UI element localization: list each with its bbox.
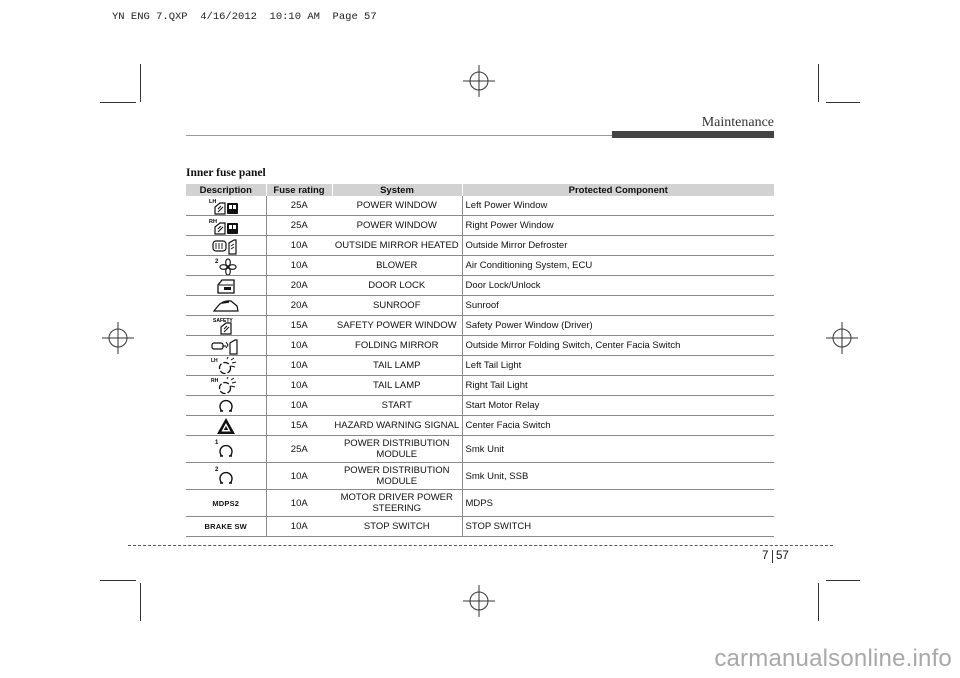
crop-mark — [140, 64, 141, 102]
symbol-label: RH — [210, 377, 218, 384]
description-cell — [186, 236, 266, 256]
fuse-rating: 10A — [266, 517, 332, 537]
protected-component: Outside Mirror Folding Switch, Center Facia Switch — [462, 336, 774, 356]
fuse-rating: 15A — [266, 416, 332, 436]
page-number: 57 — [776, 550, 789, 562]
power-window-lh-icon — [209, 197, 243, 215]
header-fuse-rating: Fuse rating — [266, 184, 332, 196]
safety-window-icon — [209, 317, 243, 335]
system-name: SUNROOF — [332, 296, 462, 316]
fuse-rating: 25A — [266, 436, 332, 463]
subtitle: Inner fuse panel — [186, 167, 266, 179]
protected-component: Sunroof — [462, 296, 774, 316]
tail-lamp-rh-icon — [209, 377, 243, 395]
table-row — [186, 356, 774, 376]
folding-mirror-icon — [209, 337, 243, 355]
table-header-row — [186, 184, 774, 196]
system-name: TAIL LAMP — [332, 356, 462, 376]
fuse-rating: 10A — [266, 490, 332, 517]
symbol-label: 1 — [214, 440, 219, 446]
registration-mark-icon — [102, 322, 134, 354]
table-row — [186, 517, 774, 537]
registration-mark-icon — [463, 65, 495, 97]
table-row — [186, 463, 774, 490]
symbol-label: BRAKE SW — [186, 517, 266, 537]
page-divider — [772, 550, 773, 563]
symbol-label: SAFETY — [212, 317, 233, 324]
description-cell — [186, 196, 266, 216]
protected-component: Smk Unit — [462, 436, 774, 463]
description-cell — [186, 256, 266, 276]
start-icon — [209, 397, 243, 415]
table-row — [186, 236, 774, 256]
symbol-label: RH — [208, 218, 217, 225]
description-cell — [186, 356, 266, 376]
protected-component: MDPS — [462, 490, 774, 517]
system-name: SAFETY POWER WINDOW — [332, 316, 462, 336]
door-lock-icon — [209, 277, 243, 295]
description-cell — [186, 216, 266, 236]
description-cell — [186, 376, 266, 396]
tail-lamp-lh-icon — [209, 357, 243, 375]
page-chapter: 7 — [762, 550, 769, 562]
system-name: POWER DISTRIBUTION MODULE — [332, 436, 462, 463]
fuse-rating: 20A — [266, 296, 332, 316]
symbol-label: 2 — [214, 258, 219, 265]
crop-mark — [818, 583, 819, 621]
fuse-rating: 25A — [266, 196, 332, 216]
protected-component: Right Tail Light — [462, 376, 774, 396]
fuse-rating: 15A — [266, 316, 332, 336]
protected-component: Left Power Window — [462, 196, 774, 216]
system-name: MOTOR DRIVER POWER STEERING — [332, 490, 462, 517]
system-name: POWER DISTRIBUTION MODULE — [332, 463, 462, 490]
table-row — [186, 296, 774, 316]
fuse-rating: 25A — [266, 216, 332, 236]
header-description: Description — [186, 184, 266, 196]
crop-mark — [140, 583, 141, 621]
description-cell — [186, 336, 266, 356]
description-cell — [186, 416, 266, 436]
table-row — [186, 490, 774, 517]
description-cell — [186, 463, 266, 490]
table-row — [186, 256, 774, 276]
description-cell — [186, 296, 266, 316]
system-name: HAZARD WARNING SIGNAL — [332, 416, 462, 436]
fuse-rating: 10A — [266, 396, 332, 416]
section-title: Maintenance — [701, 115, 774, 130]
symbol-label: MDPS2 — [186, 490, 266, 517]
symbol-label: 2 — [214, 467, 219, 473]
symbol-label: LH — [210, 357, 218, 364]
protected-component: Outside Mirror Defroster — [462, 236, 774, 256]
system-name: OUTSIDE MIRROR HEATED — [332, 236, 462, 256]
fuse-rating: 20A — [266, 276, 332, 296]
fuse-rating: 10A — [266, 356, 332, 376]
power-distribution-1-icon — [209, 438, 243, 460]
fuse-rating: 10A — [266, 336, 332, 356]
fuse-rating: 10A — [266, 376, 332, 396]
protected-component: STOP SWITCH — [462, 517, 774, 537]
description-cell — [186, 276, 266, 296]
power-distribution-2-icon — [209, 465, 243, 487]
hazard-icon — [209, 417, 243, 435]
title-bar — [612, 131, 774, 138]
table-row — [186, 276, 774, 296]
registration-mark-icon — [463, 585, 495, 617]
system-name: BLOWER — [332, 256, 462, 276]
crop-mark — [100, 102, 136, 103]
mirror-heated-icon — [209, 237, 243, 255]
protected-component: Safety Power Window (Driver) — [462, 316, 774, 336]
fuse-rating: 10A — [266, 236, 332, 256]
table-row — [186, 316, 774, 336]
power-window-rh-icon — [209, 217, 243, 235]
protected-component: Left Tail Light — [462, 356, 774, 376]
crop-mark — [826, 580, 860, 581]
watermark: carmanualsonline.info — [714, 645, 952, 672]
table-row — [186, 216, 774, 236]
symbol-label: LH — [208, 198, 217, 205]
table-row — [186, 336, 774, 356]
table-row — [186, 416, 774, 436]
table-row — [186, 436, 774, 463]
crop-mark — [100, 580, 136, 581]
description-cell — [186, 316, 266, 336]
system-name: STOP SWITCH — [332, 517, 462, 537]
description-cell — [186, 396, 266, 416]
sunroof-icon — [209, 297, 243, 315]
table-row — [186, 396, 774, 416]
print-header: YN ENG 7.QXP 4/16/2012 10:10 AM Page 57 — [112, 11, 377, 23]
system-name: FOLDING MIRROR — [332, 336, 462, 356]
crop-mark — [826, 102, 860, 103]
protected-component: Right Power Window — [462, 216, 774, 236]
system-name: DOOR LOCK — [332, 276, 462, 296]
system-name: START — [332, 396, 462, 416]
header-system: System — [332, 184, 462, 196]
protected-component: Center Facia Switch — [462, 416, 774, 436]
fuse-rating: 10A — [266, 256, 332, 276]
footer-rule — [128, 545, 833, 546]
system-name: TAIL LAMP — [332, 376, 462, 396]
protected-component: Smk Unit, SSB — [462, 463, 774, 490]
fuse-rating: 10A — [266, 463, 332, 490]
crop-mark — [818, 64, 819, 102]
fuse-table — [186, 184, 774, 537]
table-row — [186, 376, 774, 396]
header-protected-component: Protected Component — [462, 184, 774, 196]
table-row — [186, 196, 774, 216]
protected-component: Door Lock/Unlock — [462, 276, 774, 296]
protected-component: Start Motor Relay — [462, 396, 774, 416]
blower-fan-icon — [209, 257, 243, 275]
protected-component: Air Conditioning System, ECU — [462, 256, 774, 276]
description-cell — [186, 436, 266, 463]
system-name: POWER WINDOW — [332, 216, 462, 236]
registration-mark-icon — [826, 322, 858, 354]
system-name: POWER WINDOW — [332, 196, 462, 216]
